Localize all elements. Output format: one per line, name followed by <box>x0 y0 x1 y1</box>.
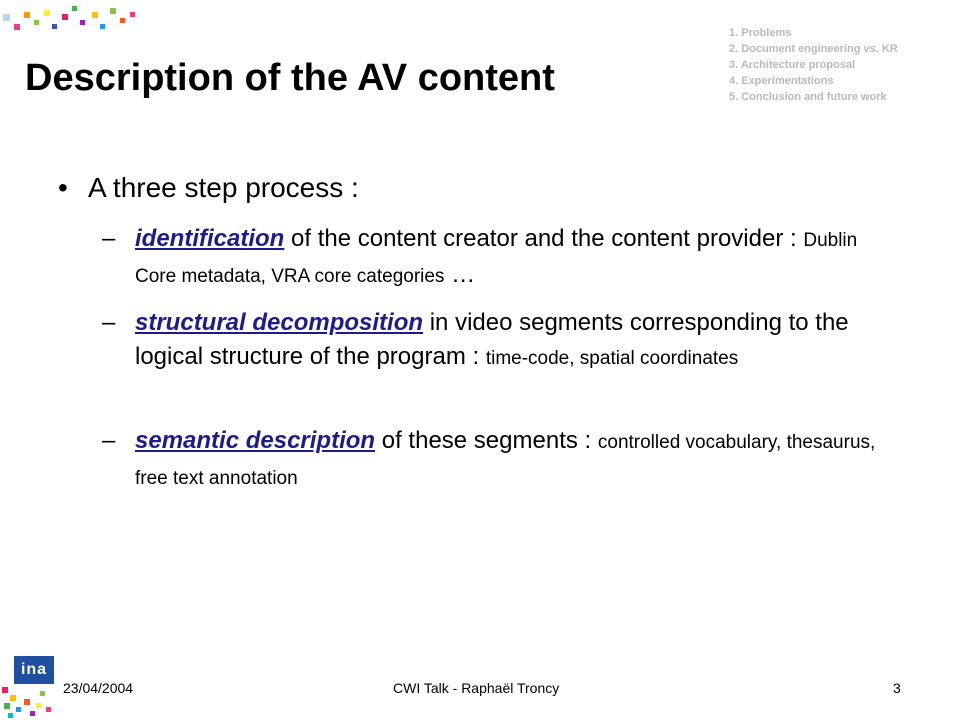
keyword: identification <box>135 225 285 252</box>
outline-item: 4. Experimentations <box>729 75 834 87</box>
ina-logo: ina <box>14 656 54 684</box>
main-bullet <box>58 172 359 204</box>
dash-marker: – <box>102 427 116 454</box>
footer-date: 23/04/2004 <box>63 680 134 696</box>
dash-marker: – <box>102 309 116 336</box>
sub-bullet-semantic: – semantic description of these segments : controlled vocabulary, thesaurus, free text annotation <box>102 424 882 496</box>
sub-bullet-structural: – structural decomposition in video segments corresponding to the logical structure of the program : time-code, spatial coordinates <box>102 306 882 376</box>
decorative-pixels-top <box>0 0 140 40</box>
slide-title: Description of the AV content <box>25 57 555 99</box>
keyword: structural decomposition <box>135 309 424 336</box>
outline-item: 5. Conclusion and future work <box>729 91 887 103</box>
bullet-marker: • <box>58 172 68 203</box>
section-outline <box>729 25 898 105</box>
keyword: semantic description <box>135 427 376 454</box>
outline-item: 3. Architecture proposal <box>729 59 856 71</box>
bullet-text: A three step process : <box>88 172 359 203</box>
footer-title: CWI Talk - Raphaël Troncy <box>393 680 560 696</box>
page-number: 3 <box>893 680 901 696</box>
outline-item: 1. Problems <box>729 27 792 39</box>
sub-bullet-identification: – identification of the content creator and the content provider : Dublin Core metadata, VRA core categories … <box>102 222 882 294</box>
dash-marker: – <box>102 225 116 252</box>
outline-item: 2. Document engineering vs. KR <box>729 43 898 55</box>
